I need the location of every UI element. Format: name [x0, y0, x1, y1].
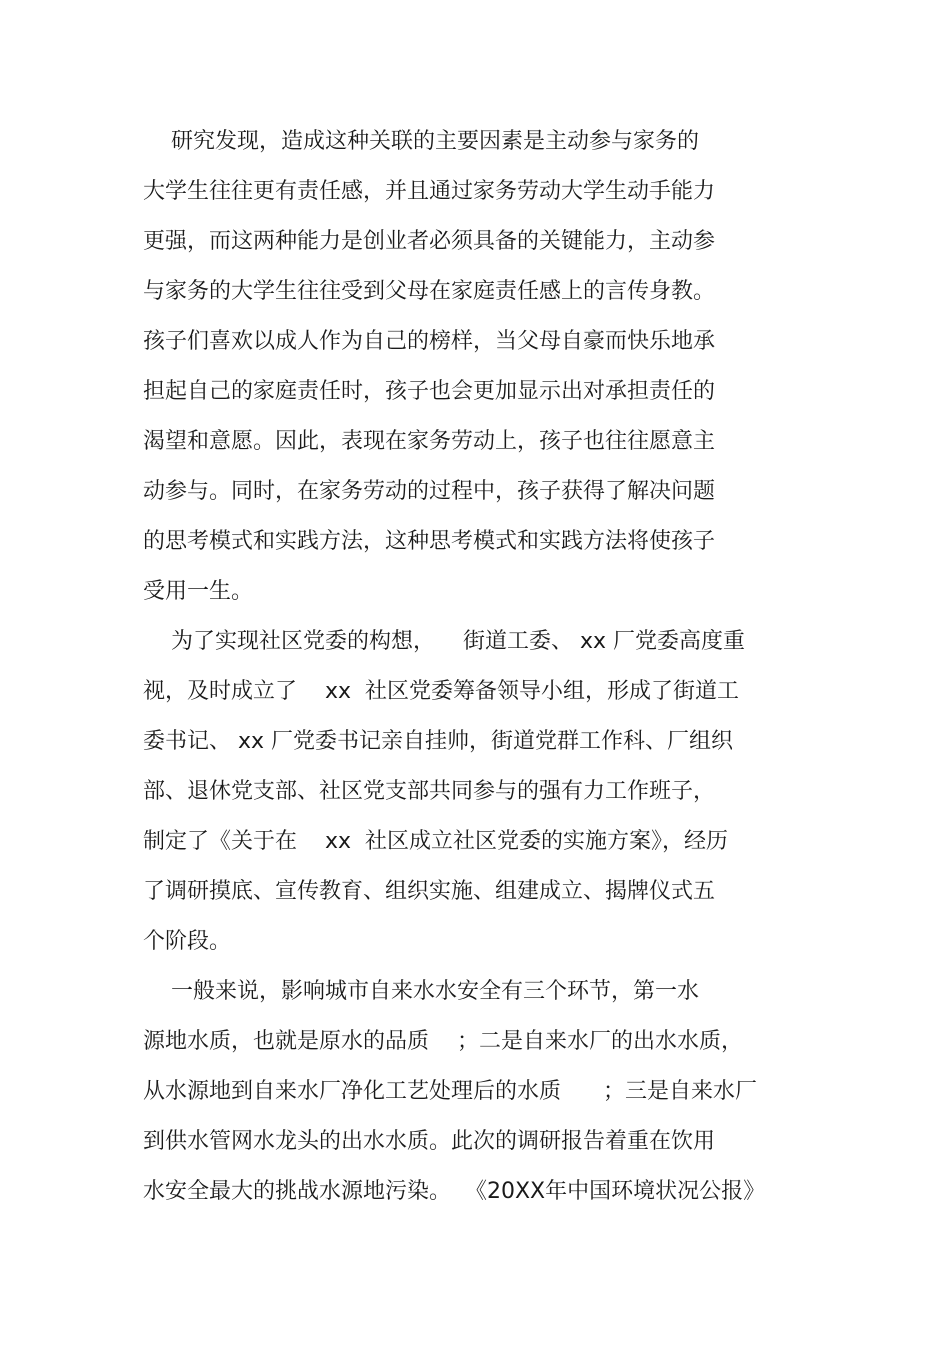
- text-line: 与家务的大学生往往受到父母在家庭责任感上的言传身教。: [143, 279, 716, 304]
- text-line: 动参与。同时，在家务劳动的过程中，孩子获得了解决问题: [143, 479, 716, 504]
- text-line: 从水源地到自来水厂净化工艺处理后的水质 ；三是自来水厂: [143, 1079, 757, 1104]
- text-line: 制定了《关于在 xx 社区成立社区党委的实施方案》，经历: [143, 829, 728, 854]
- text-line: 视，及时成立了 xx 社区党委筹备领导小组，形成了街道工: [143, 679, 739, 704]
- text-line: 孩子们喜欢以成人作为自己的榜样，当父母自豪而快乐地承: [143, 329, 716, 354]
- text-line: 更强，而这两种能力是创业者必须具备的关键能力，主动参: [143, 229, 716, 254]
- text-line: 受用一生。: [143, 579, 254, 604]
- text-line: 渴望和意愿。因此，表现在家务劳动上，孩子也往往愿意主: [143, 429, 716, 454]
- text-line: 为了实现社区党委的构想， 街道工委、 xx 厂党委高度重: [143, 629, 745, 654]
- text-line: 源地水质，也就是原水的品质 ；二是自来水厂的出水水质，: [143, 1029, 743, 1054]
- text-line: 大学生往往更有责任感，并且通过家务劳动大学生动手能力: [143, 179, 716, 204]
- paragraph-3: [143, 970, 833, 1220]
- text-line: 一般来说，影响城市自来水水安全有三个环节，第一水: [143, 979, 699, 1004]
- body-text: [143, 120, 833, 1220]
- text-line: 委书记、 xx 厂党委书记亲自挂帅，街道党群工作科、厂组织: [143, 729, 734, 754]
- text-line: 的思考模式和实践方法，这种思考模式和实践方法将使孩子: [143, 529, 716, 554]
- paragraph-1: [143, 120, 833, 620]
- text-line: 了调研摸底、宣传教育、组织实施、组建成立、揭牌仪式五: [143, 879, 716, 904]
- paragraph-2: [143, 620, 833, 970]
- text-line: 到供水管网水龙头的出水水质。此次的调研报告着重在饮用: [143, 1129, 716, 1154]
- text-line: 担起自己的家庭责任时，孩子也会更加显示出对承担责任的: [143, 379, 716, 404]
- text-line: 研究发现，造成这种关联的主要因素是主动参与家务的: [143, 129, 699, 154]
- text-line: 个阶段。: [143, 929, 232, 954]
- text-line: 部、退休党支部、社区党支部共同参与的强有力工作班子，: [143, 779, 716, 804]
- text-line: 水安全最大的挑战水源地污染。 《20XX年中国环境状况公报》: [143, 1179, 766, 1204]
